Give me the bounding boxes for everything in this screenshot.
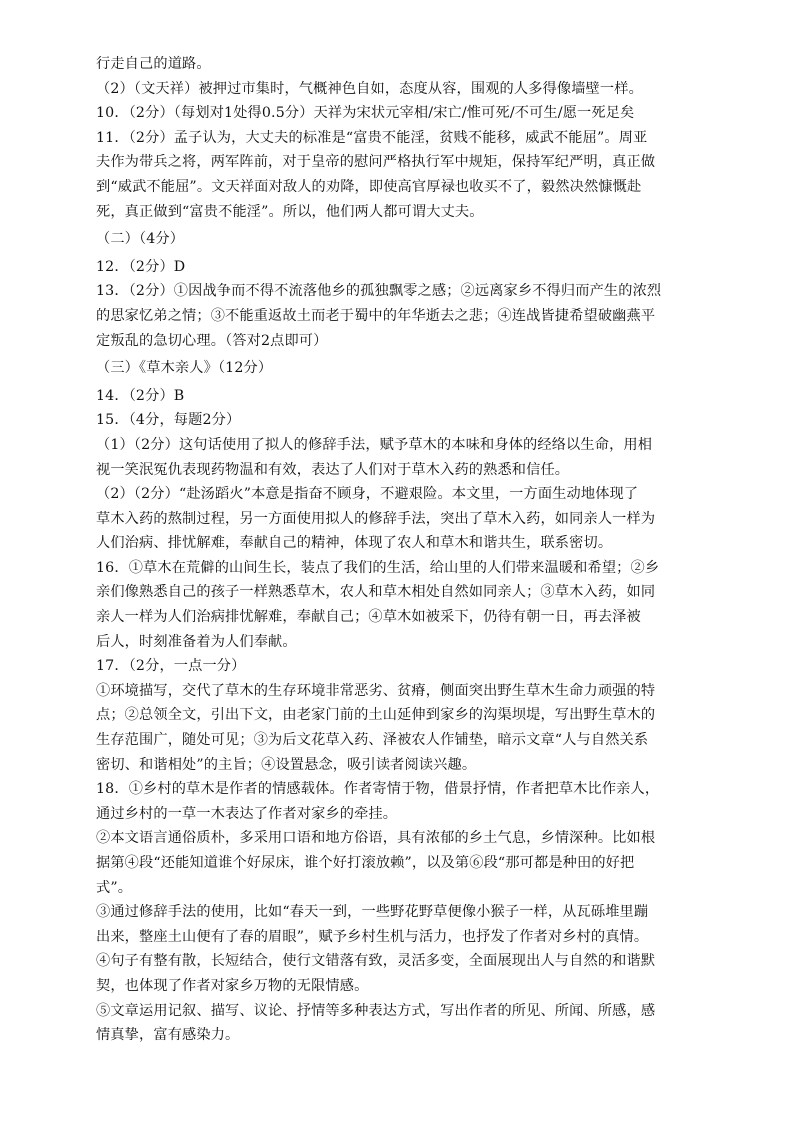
- text-line: 后人，时刻准备着为人们奉献。: [96, 633, 297, 650]
- text-line: 据第④段“还能知道谁个好尿床，谁个好打滚放赖”，以及第⑥段“那可都是种田的好把: [96, 855, 635, 871]
- text-line: 14．（2分）B: [96, 387, 185, 404]
- text-line: ②本文语言通俗质朴，多采用口语和地方俗语，具有浓郁的乡土气息，乡情深种。比如根: [96, 830, 656, 847]
- text-line: 生存范围广，随处可见；③为后文花草入药、泽被农人作铺垫，暗示文章“人与自然关系: [96, 732, 649, 749]
- text-line: （2）（2分）“赴汤蹈火”本意是指奋不顾身，不避艰险。本文里，一方面生动地体现了: [96, 486, 639, 503]
- text-line: 死，真正做到“富贵不能淫”。所以，他们两人都可谓大丈夫。: [96, 203, 484, 220]
- text-line: （2）（文天祥）被押过市集时，气概神色自如，态度从容，围观的人多得像墙壁一样。: [96, 80, 643, 97]
- section-heading: （三）《草木亲人》（12分）: [96, 360, 273, 377]
- text-line: ①环境描写，交代了草木的生存环境非常恶劣、贫瘠，侧面突出野生草木生命力顽强的特: [96, 682, 656, 699]
- text-line: 18．①乡村的草木是作者的情感载体。作者寄情于物，借景抒情，作者把草木比作亲人，: [96, 781, 660, 798]
- text-line: 式”。: [96, 879, 133, 896]
- text-line: 10．（2分）（每划对1处得0.5分）天祥为宋状元宰相/宋亡/惟可死/不可生/愿一死足矣: [96, 105, 635, 122]
- text-line: （1）（2分）这句话使用了拟人的修辞手法，赋予草木的本味和身体的经络以生命，用相: [96, 436, 653, 453]
- text-line: 人们治病、排忧解难，奉献自己的精神，体现了农人和草木和谐共生，联系密切。: [96, 535, 613, 552]
- text-line: 出来，整座土山便有了春的眉眼”，赋予乡村生机与活力，也抒发了作者对乡村的真情。: [96, 928, 649, 945]
- text-line: 11．（2分）孟子认为，大丈夫的标准是“富贵不能淫，贫贱不能移，威武不能屈”。周亚: [96, 129, 648, 146]
- text-line: 亲人一样为人们治病排忧解难，奉献自己；④草木如被采下，仍待有朝一日，再去泽被: [96, 609, 641, 626]
- text-line: 13．（2分）①因战争而不得不流落他乡的孤独飘零之感；②远离家乡不得归而产生的浓烈: [96, 283, 662, 300]
- text-line: 到“威武不能屈”。文天祥面对敌人的劝降，即使高官厚禄也收买不了，毅然决然慷慨赴: [96, 178, 642, 195]
- text-line: 12．（2分）D: [96, 258, 186, 275]
- text-line: ④句子有整有散，长短结合，使行文错落有致，灵活多变，全面展现出人与自然的和谐默: [96, 953, 656, 970]
- text-line: 通过乡村的一草一木表达了作者对家乡的牵挂。: [96, 805, 398, 822]
- text-line: 的思家忆弟之情；③不能重返故土而老于蜀中的年华逝去之悲；④连战皆捷希望破幽燕平: [96, 307, 656, 324]
- text-line: 视一笑泯冤仇表现药物温和有效，表达了人们对于草木入药的熟悉和信任。: [96, 461, 570, 478]
- text-line: 15．（4分，每题2分）: [96, 412, 241, 429]
- text-line: ⑤文章运用记叙、描写、议论、抒情等多种表达方式，写出作者的所见、所闻、所感，感: [96, 1002, 656, 1019]
- text-line: 点；②总领全文，引出下文，由老家门前的土山延伸到家乡的沟渠坝堤，写出野生草木的: [96, 707, 656, 724]
- text-line: ③通过修辞手法的使用，比如“春天一到，一些野花野草便像小猴子一样，从瓦砾堆里蹦: [96, 904, 649, 921]
- text-line: 16．①草木在荒僻的山间生长，装点了我们的生活，给山里的人们带来温暖和希望；②乡: [96, 559, 660, 576]
- text-line: 17．（2分，一点一分）: [96, 658, 246, 675]
- text-line: 行走自己的道路。: [96, 56, 211, 72]
- section-heading: （二）（4分）: [96, 231, 185, 248]
- text-line: 定叛乱的急切心理。（答对2点即可）: [96, 332, 328, 349]
- text-line: 契，也体现了作者对家乡万物的无限情感。: [96, 977, 369, 994]
- text-line: 夫作为带兵之将，两军阵前，对于皇帝的慰问严格执行军中规矩，保持军纪严明，真正做: [96, 154, 656, 171]
- text-line: 密切、和谐相处”的主旨；④设置悬念，吸引读者阅读兴趣。: [96, 756, 477, 773]
- text-line: 草木入药的熬制过程，另一方面使用拟人的修辞手法，突出了草木入药，如同亲人一样为: [96, 510, 656, 527]
- text-line: 亲们像熟悉自己的孩子一样熟悉草木，农人和草木相处自然如同亲人；③草木入药，如同: [96, 584, 656, 601]
- text-line: 情真挚，富有感染力。: [96, 1027, 240, 1044]
